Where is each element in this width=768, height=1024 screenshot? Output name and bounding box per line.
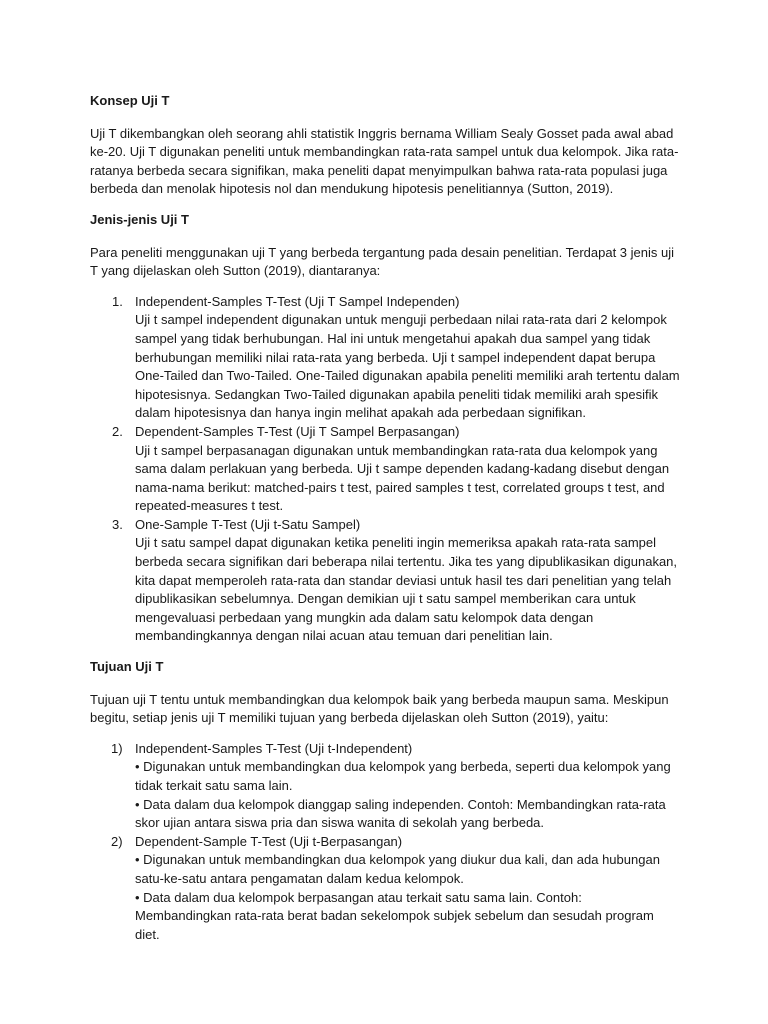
paragraph-jenis-intro: Para peneliti menggunakan uji T yang berbeda tergantung pada desain penelitian. Terdapat 3 jenis uji T yang dijelaskan oleh Sutton (2019), diantaranya: xyxy=(90,244,674,279)
list-number: 2. xyxy=(112,423,123,439)
list-item-title: One-Sample T-Test (Uji t-Satu Sampel) xyxy=(135,516,361,532)
list-item xyxy=(90,740,680,833)
list-number: 1. xyxy=(112,293,123,309)
list-item-body: Uji t sampel berpasanagan digunakan untuk membandingkan rata-rata dua kelompok yang sama dalam perlakuan yang berbeda. Uji t sampe dependen kadang-kadang disebut dengan nama-nama berikut: matched-pairs t test, paired samples t test, correlated groups t test, and repeated-measures t test. xyxy=(135,442,670,514)
list-item-body: Uji t satu sampel dapat digunakan ketika peneliti ingin memeriksa apakah rata-rata sampel berbeda secara signifikan dari beberapa nilai tertentu. Jika tes yang dipublikasikan digunakan, kita dapat memperoleh rata-rata dan standar deviasi untuk hasil tes dari penelitian yang telah dipublikasikan sebelumnya. Dengan demikian uji t satu sampel memberikan cara untuk mengevaluasi perbedaan yang mungkin ada dalam satu kelompok data dengan membandingkannya dengan nilai acuan atau temuan dari penelitian lain. xyxy=(135,535,678,644)
list-item-title: Dependent-Sample T-Test (Uji t-Berpasangan) xyxy=(135,833,403,849)
heading-tujuan: Tujuan Uji T xyxy=(90,659,164,675)
list-item xyxy=(90,516,680,646)
document-page xyxy=(90,92,680,956)
heading-konsep: Konsep Uji T xyxy=(90,93,170,108)
list-jenis xyxy=(90,293,680,646)
list-item-title: Independent-Samples T-Test (Uji T Sampel Independen) xyxy=(135,293,460,309)
list-item-body: Uji t sampel independent digunakan untuk menguji perbedaan nilai rata-rata dari 2 kelompok sampel yang tidak berhubungan. Hal ini untuk mengetahui apakah dua sampel yang tidak berhubungan memiliki nilai rata-rata yang berbeda. Uji t sampel independent dapat berupa One-Tailed dan Two-Tailed. One-Tailed digunakan apabila peneliti memiliki arah tertentu dalam hipotesisnya. Sedangkan Two-Tailed digunakan apabila peneliti tidak memiliki arah spesifik dalam hipotesisnya dan hanya ingin melihat apakah ada perbedaan signifikan. xyxy=(135,312,680,421)
bullet-text: • Data dalam dua kelompok dianggap saling independen. Contoh: Membandingkan rata-rata skor ujian antara siswa pria dan siswa wanita di sekolah yang berbeda. xyxy=(135,796,666,831)
paragraph-konsep: Uji T dikembangkan oleh seorang ahli statistik Inggris bernama William Sealy Gosset pada awal abad ke-20. Uji T digunakan peneliti untuk membandingkan rata-rata sampel untuk dua kelompok. Jika rata-ratanya berbeda secara signifikan, maka peneliti dapat menyimpulkan bahwa rata-rata populasi juga berbeda dan menolak hipotesis nol dan mendukung hipotesis penelitiannya (Sutton, 2019). xyxy=(90,125,679,197)
list-item-title: Dependent-Samples T-Test (Uji T Sampel Berpasangan) xyxy=(135,423,460,439)
list-item xyxy=(90,293,680,423)
list-number: 2) xyxy=(111,833,123,849)
list-item xyxy=(90,833,680,945)
list-tujuan xyxy=(90,740,680,945)
bullet-text: • Digunakan untuk membandingkan dua kelompok yang berbeda, seperti dua kelompok yang tidak terkait satu sama lain. xyxy=(135,759,671,793)
heading-jenis: Jenis-jenis Uji T xyxy=(90,211,189,227)
list-number: 1) xyxy=(111,740,123,756)
list-item-title: Independent-Samples T-Test (Uji t-Independent) xyxy=(135,740,413,756)
list-number: 3. xyxy=(112,516,123,532)
bullet-text: • Data dalam dua kelompok berpasangan atau terkait satu sama lain. Contoh: Membandingkan rata-rata berat badan sekelompok subjek sebelum dan sesudah program diet. xyxy=(135,889,654,942)
bullet-text: • Digunakan untuk membandingkan dua kelompok yang diukur dua kali, dan ada hubungan satu-ke-satu antara pengamatan dalam kedua kelompok. xyxy=(135,852,660,886)
paragraph-tujuan-intro: Tujuan uji T tentu untuk membandingkan dua kelompok baik yang berbeda maupun sama. Meskipun begitu, setiap jenis uji T memiliki tujuan yang berbeda dijelaskan oleh Sutton (2019), yaitu: xyxy=(90,691,669,726)
list-item xyxy=(90,423,680,516)
